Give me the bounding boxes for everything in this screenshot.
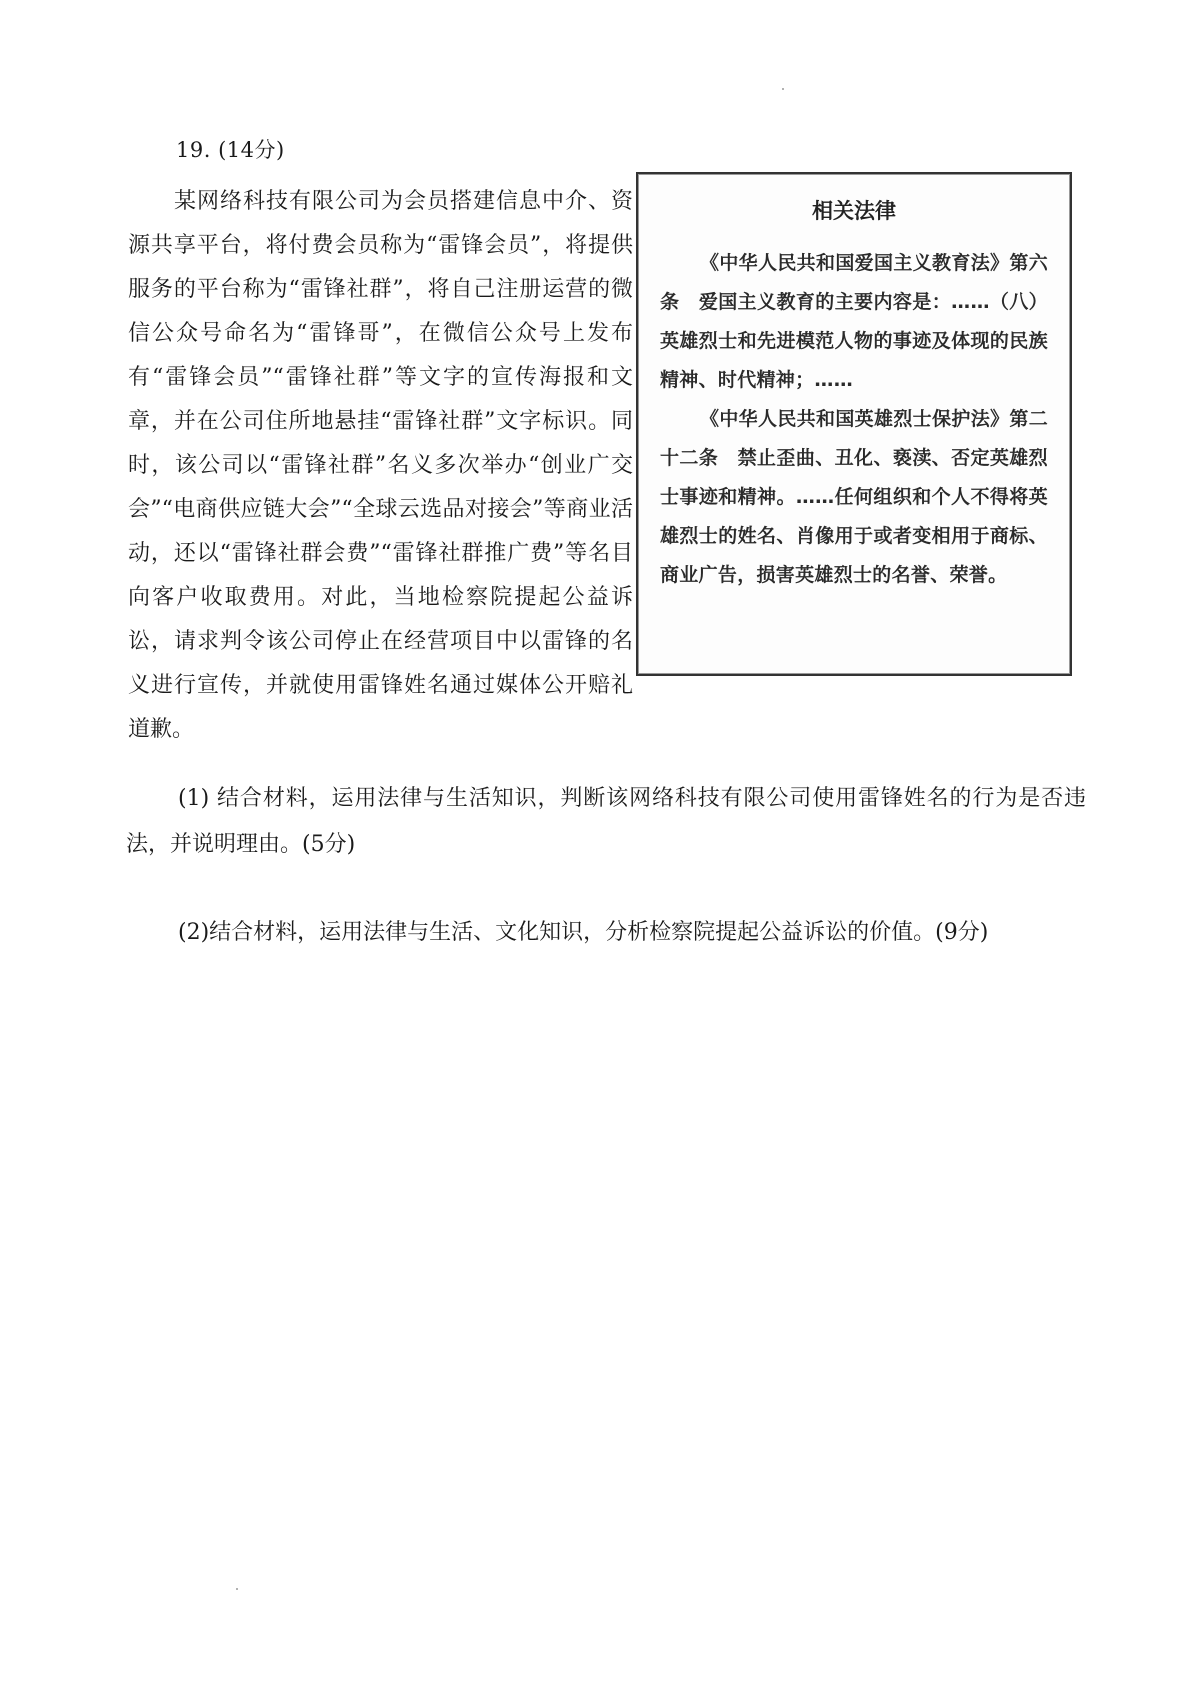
law-paragraph-hero-protection: 《中华人民共和国英雄烈士保护法》第二十二条 禁止歪曲、丑化、亵渎、否定英雄烈士事迹和精神。……任何组织和个人不得将英雄烈士的姓名、肖像用于或者变相用于商标、商业广告，损害英雄烈士的名誉、荣誉。: [660, 408, 1048, 586]
scan-speck: [782, 88, 784, 90]
question-number: 19. (14分): [176, 138, 285, 162]
scan-speck: [236, 1588, 238, 1590]
law-box-title: 相关法律: [812, 199, 896, 223]
law-paragraph-patriotic-education: 《中华人民共和国爱国主义教育法》第六条 爱国主义教育的主要内容是：……（八）英雄烈士和先进模范人物的事迹及体现的民族精神、时代精神；……: [660, 252, 1048, 391]
question-material: 某网络科技有限公司为会员搭建信息中介、资源共享平台，将付费会员称为“雷锋会员”，将提供服务的平台称为“雷锋社群”，将自己注册运营的微信公众号命名为“雷锋哥”，在微信公众号上发布有“雷锋会员”“雷锋社群”等文字的宣传海报和文章，并在公司住所地悬挂“雷锋社群”文字标识。同时，该公司以“雷锋社群”名义多次举办“创业广交会”“电商供应链大会”“全球云选品对接会”等商业活动，还以“雷锋社群会费”“雷锋社群推广费”等名目向客户收取费用。对此，当地检察院提起公益诉讼，请求判令该公司停止在经营项目中以雷锋的名义进行宣传，并就使用雷锋姓名通过媒体公开赔礼道歉。: [128, 189, 633, 742]
sub-question-1: (1) 结合材料，运用法律与生活知识，判断该网络科技有限公司使用雷锋姓名的行为是否违法，并说明理由。(5分): [126, 786, 1086, 857]
related-law-box: [636, 172, 1072, 676]
sub-question-2: (2)结合材料，运用法律与生活、文化知识，分析检察院提起公益诉讼的价值。(9分): [178, 920, 989, 945]
